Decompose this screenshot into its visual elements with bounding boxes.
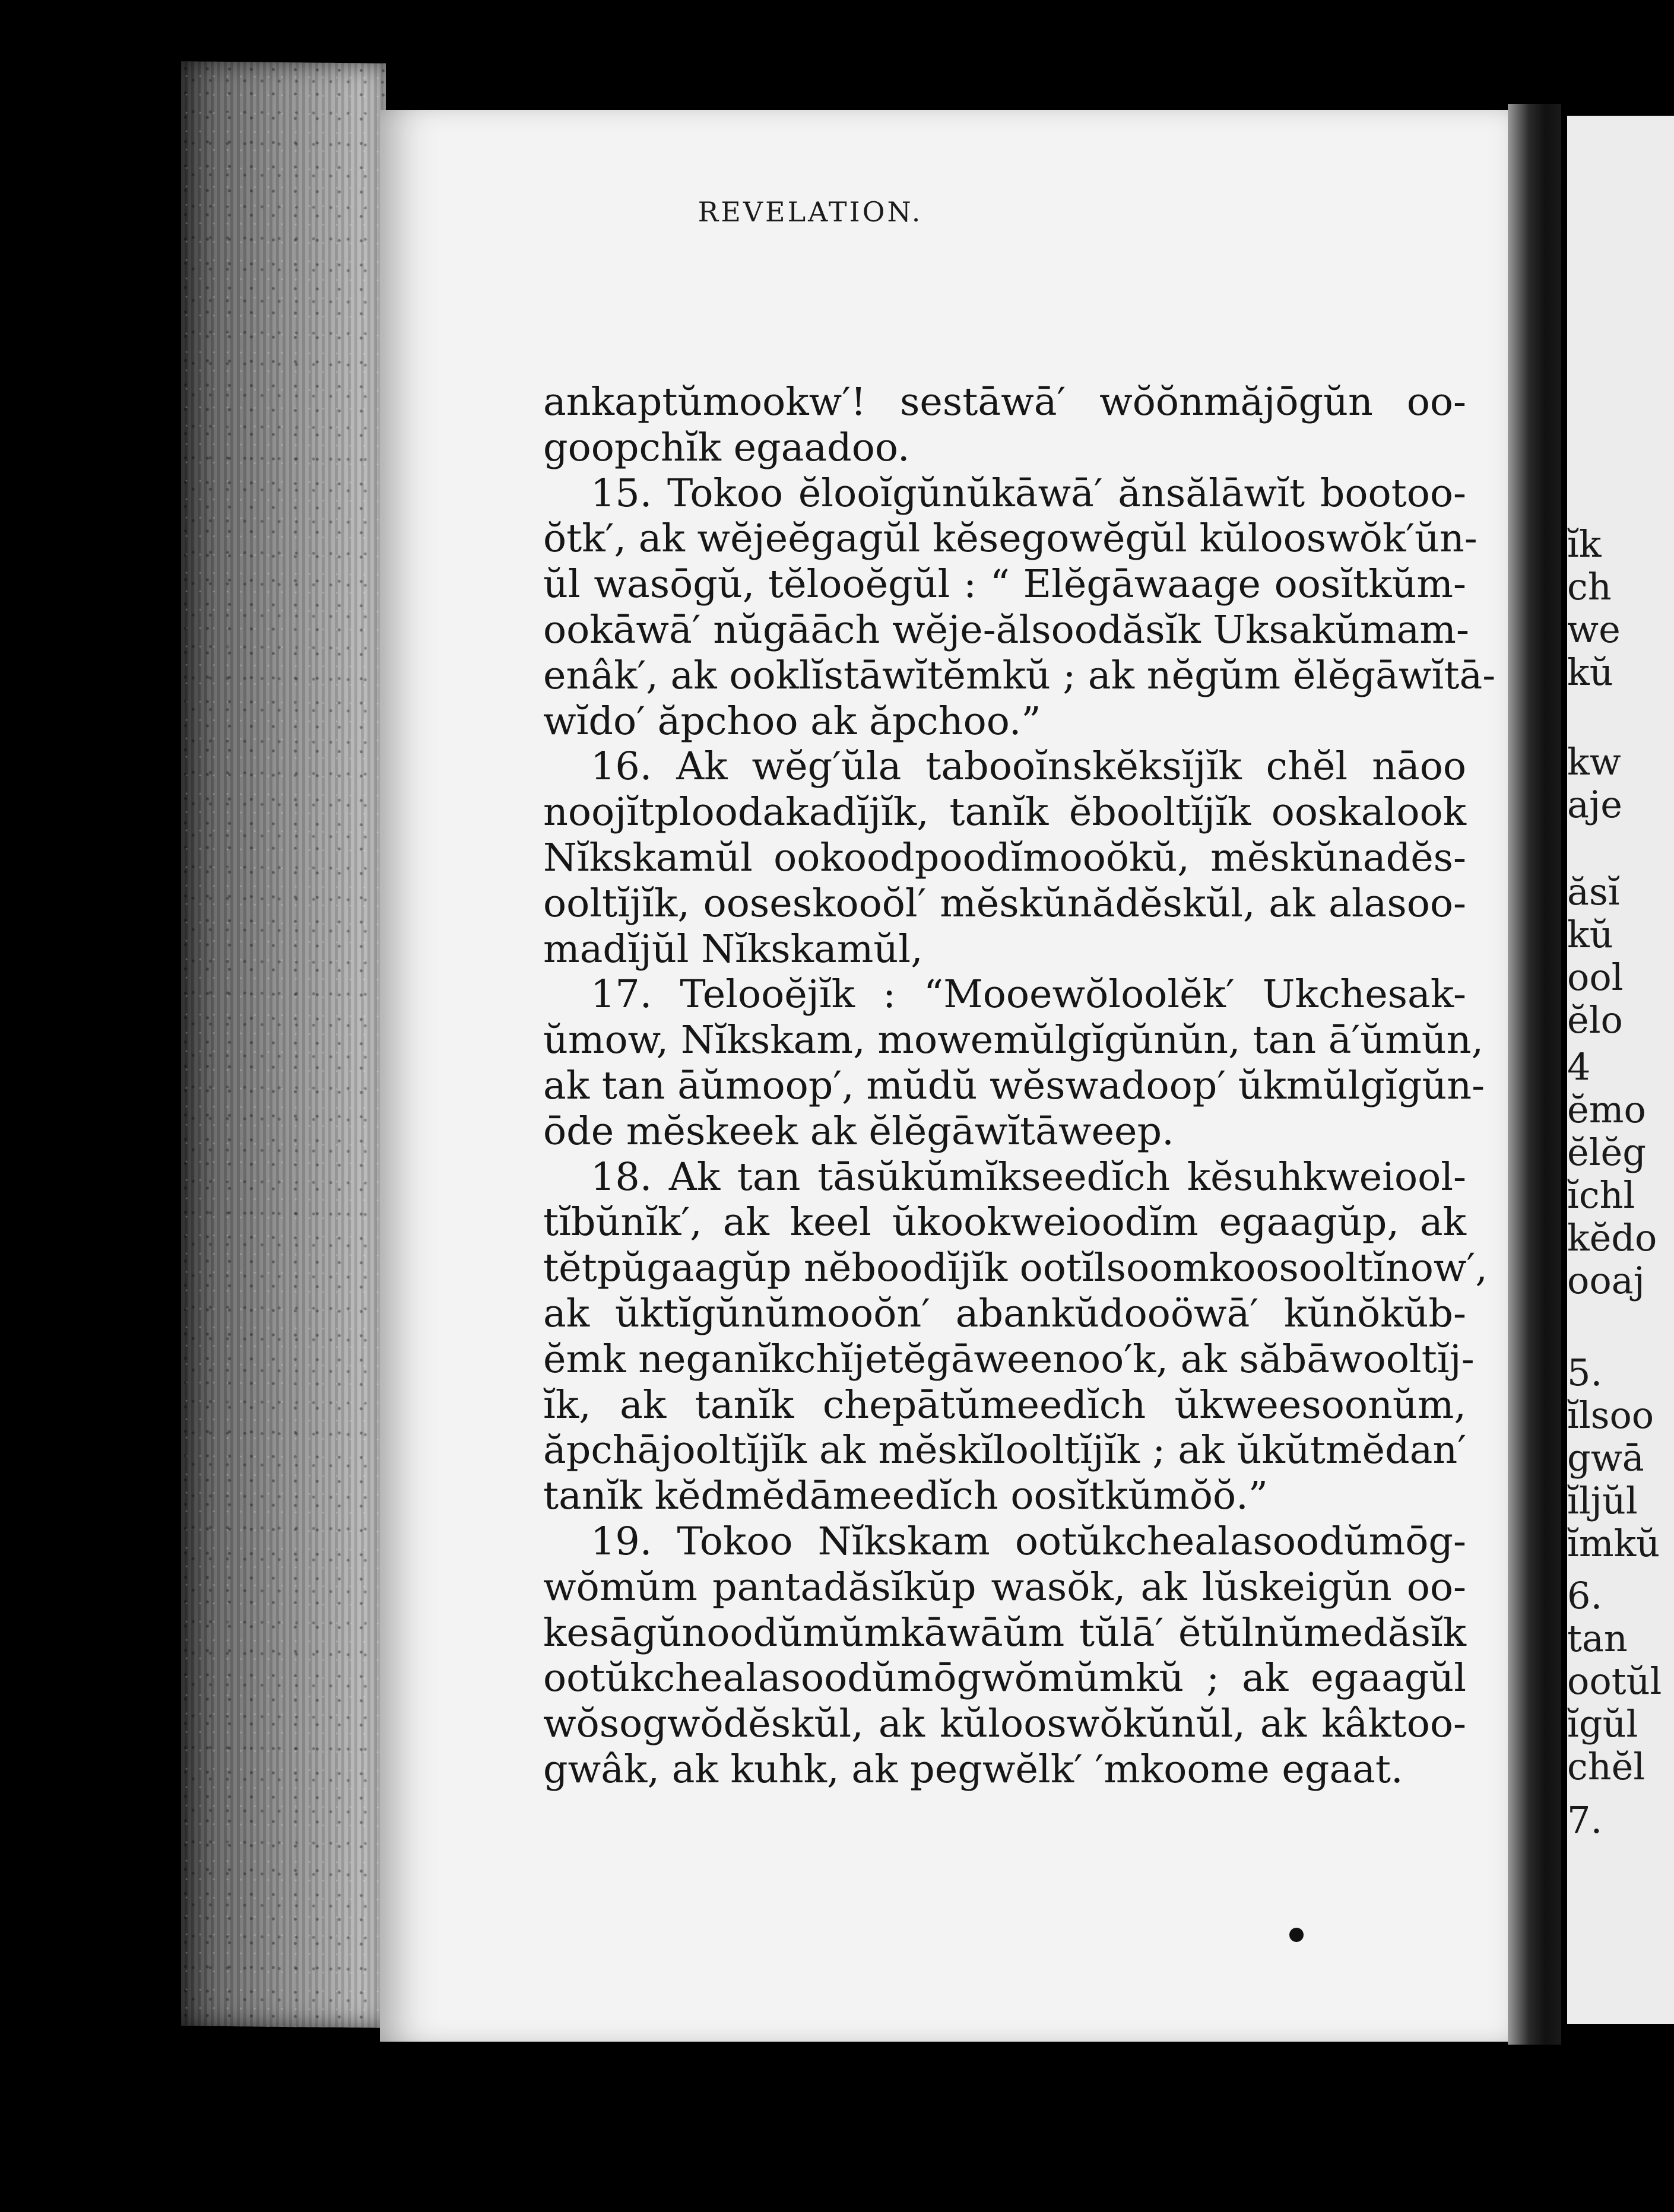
next-page-fragment: ăsĭ	[1567, 870, 1620, 913]
verse-start-line: 16. Ak wĕg′ŭla tabooĭnskĕksĭjĭk chĕl nāoo	[591, 744, 1466, 789]
next-page-fragment: ch	[1567, 565, 1612, 608]
text-line: wŏmŭm pantadăsĭkŭp wasŏk, ak lŭskeigŭn oo-	[543, 1564, 1466, 1610]
next-page-fragment: tan	[1567, 1617, 1628, 1660]
text-line: ĕmk neganĭkchĭjetĕgāweenoo′k, ak săbāwooltĭj-	[543, 1337, 1475, 1382]
next-page-fragment: ĭchl	[1567, 1173, 1635, 1217]
text-line: ak tan āŭmoop′, mŭdŭ wĕswadoop′ ŭkmŭlgĭgŭn-	[543, 1063, 1485, 1108]
next-page-sliver	[1567, 116, 1674, 2024]
text-line: tanĭk kĕdmĕdāmeedĭch oosĭtkŭmŏŏ.”	[543, 1474, 1268, 1519]
text-line: ăpchājooltĭjĭk ak mĕskĭlooltĭjĭk ; ak ŭkŭtmĕdan′	[543, 1428, 1466, 1473]
next-page-fragment: ĭljŭl	[1567, 1479, 1638, 1522]
next-page-fragment: 5.	[1567, 1351, 1603, 1394]
text-line: wĭdo′ ăpchoo ak ăpchoo.”	[543, 699, 1041, 744]
next-page-fragment: kŭ	[1567, 650, 1613, 694]
text-line: tĭbŭnĭk′, ak keel ŭkookweioodĭm egaagŭp, ak	[543, 1200, 1466, 1245]
text-line: madĭjŭl Nĭkskamŭl,	[543, 926, 923, 972]
text-line: ŭl wasōgŭ, tĕlooĕgŭl : “ Elĕgāwaage oosĭtkŭm-	[543, 562, 1466, 607]
next-page-fragment: ootŭl	[1567, 1659, 1662, 1703]
text-line: enâk′, ak ooklĭstāwĭtĕmkŭ ; ak nĕgŭm ĕlĕgāwĭtā-	[543, 653, 1496, 698]
text-line: ōde mĕskeek ak ĕlĕgāwĭtāweep.	[543, 1109, 1174, 1154]
next-page-fragment: aje	[1567, 783, 1622, 826]
text-line: ooltĭjĭk, ooseskooŏl′ mĕskŭnădĕskŭl, ak alasoo-	[543, 881, 1466, 926]
next-page-fragment: chĕl	[1567, 1745, 1646, 1788]
next-page-fragment: ĭlsoo	[1567, 1394, 1654, 1437]
verse-start-line: 19. Tokoo Nĭkskam ootŭkchealasoodŭmōg-	[591, 1519, 1466, 1564]
text-line: noojĭtploodakadĭjĭk, tanĭk ĕbooltĭjĭk ooskalook	[543, 790, 1466, 835]
text-line: kesāgŭnoodŭmŭmkāwāŭm tŭlā′ ĕtŭlnŭmedăsĭk	[543, 1610, 1466, 1655]
text-line: gwâk, ak kuhk, ak pegwĕlk′ ′mkoome egaat.	[543, 1747, 1403, 1792]
text-line: ankaptŭmookw′! sestāwā′ wŏŏnmăjōgŭn oo-	[543, 380, 1466, 424]
next-page-fragment: ĕlĕg	[1567, 1131, 1646, 1174]
text-line: ootŭkchealasoodŭmōgwŏmŭmkŭ ; ak egaagŭl	[543, 1656, 1466, 1701]
text-line: Nĭkskamŭl ookoodpoodĭmooŏkŭ, mĕskŭnadĕs-	[543, 835, 1466, 880]
next-page-fragment: ĭmkŭ	[1567, 1522, 1660, 1565]
text-line: ĭk, ak tanĭk chepātŭmeedĭch ŭkweesoonŭm,	[543, 1382, 1466, 1427]
text-line: goopchĭk egaadoo.	[543, 425, 910, 470]
next-page-fragment: 7.	[1567, 1798, 1603, 1842]
text-line: tĕtpŭgaagŭp nĕboodĭjĭk ootĭlsoomkoosooltĭnow′,	[543, 1246, 1488, 1291]
next-page-fragment: ĕmo	[1567, 1088, 1646, 1131]
verse-start-line: 17. Telooĕjĭk : “Mooewŏloolĕk′ Ukchesak-	[591, 972, 1466, 1017]
verse-start-line: 15. Tokoo ĕlooĭgŭnŭkāwā′ ănsălāwĭt bootoo-	[591, 471, 1466, 516]
text-line: wŏsogwŏdĕskŭl, ak kŭlooswŏkŭnŭl, ak kâktoo-	[543, 1702, 1466, 1747]
ink-spot	[1289, 1928, 1304, 1942]
next-page-fragment: kŭ	[1567, 913, 1613, 956]
next-page-fragment: kw	[1567, 740, 1621, 783]
next-page-fragment: ĕlo	[1567, 998, 1623, 1042]
next-page-fragment: ĭgŭl	[1567, 1702, 1638, 1746]
next-page-fragment: 6.	[1567, 1574, 1603, 1617]
running-header	[0, 196, 1674, 228]
next-page-fragment: ooaj	[1567, 1259, 1645, 1302]
next-page-fragment: ĭk	[1567, 522, 1602, 566]
text-line: ak ŭktĭgŭnŭmooŏn′ abankŭdooöwā′ kŭnŏkŭb-	[543, 1291, 1466, 1336]
next-page-fragment: we	[1567, 608, 1621, 651]
next-page-fragment: 4	[1567, 1045, 1591, 1088]
next-page-fragment: ool	[1567, 956, 1624, 999]
text-line: ookāwā′ nŭgāāch wĕje-ălsoodăsĭk Uksakŭmam-	[543, 607, 1469, 652]
page-title: REVELATION.	[698, 196, 923, 228]
next-page-fragment: kĕdo	[1567, 1216, 1657, 1259]
text-line: ŭmow, Nĭkskam, mowemŭlgĭgŭnŭn, tan ā′ŭmŭn,	[543, 1018, 1484, 1063]
page-edges	[181, 61, 386, 2028]
verse-start-line: 18. Ak tan tāsŭkŭmĭkseedĭch kĕsuhkweiool-	[591, 1154, 1466, 1199]
next-page-fragment: gwā	[1567, 1436, 1644, 1480]
book-gutter	[1508, 104, 1561, 2045]
text-line: ŏtk′, ak wĕjeĕgagŭl kĕsegowĕgŭl kŭlooswŏk′ŭn-	[543, 516, 1478, 561]
page-body-text	[543, 380, 1496, 1793]
